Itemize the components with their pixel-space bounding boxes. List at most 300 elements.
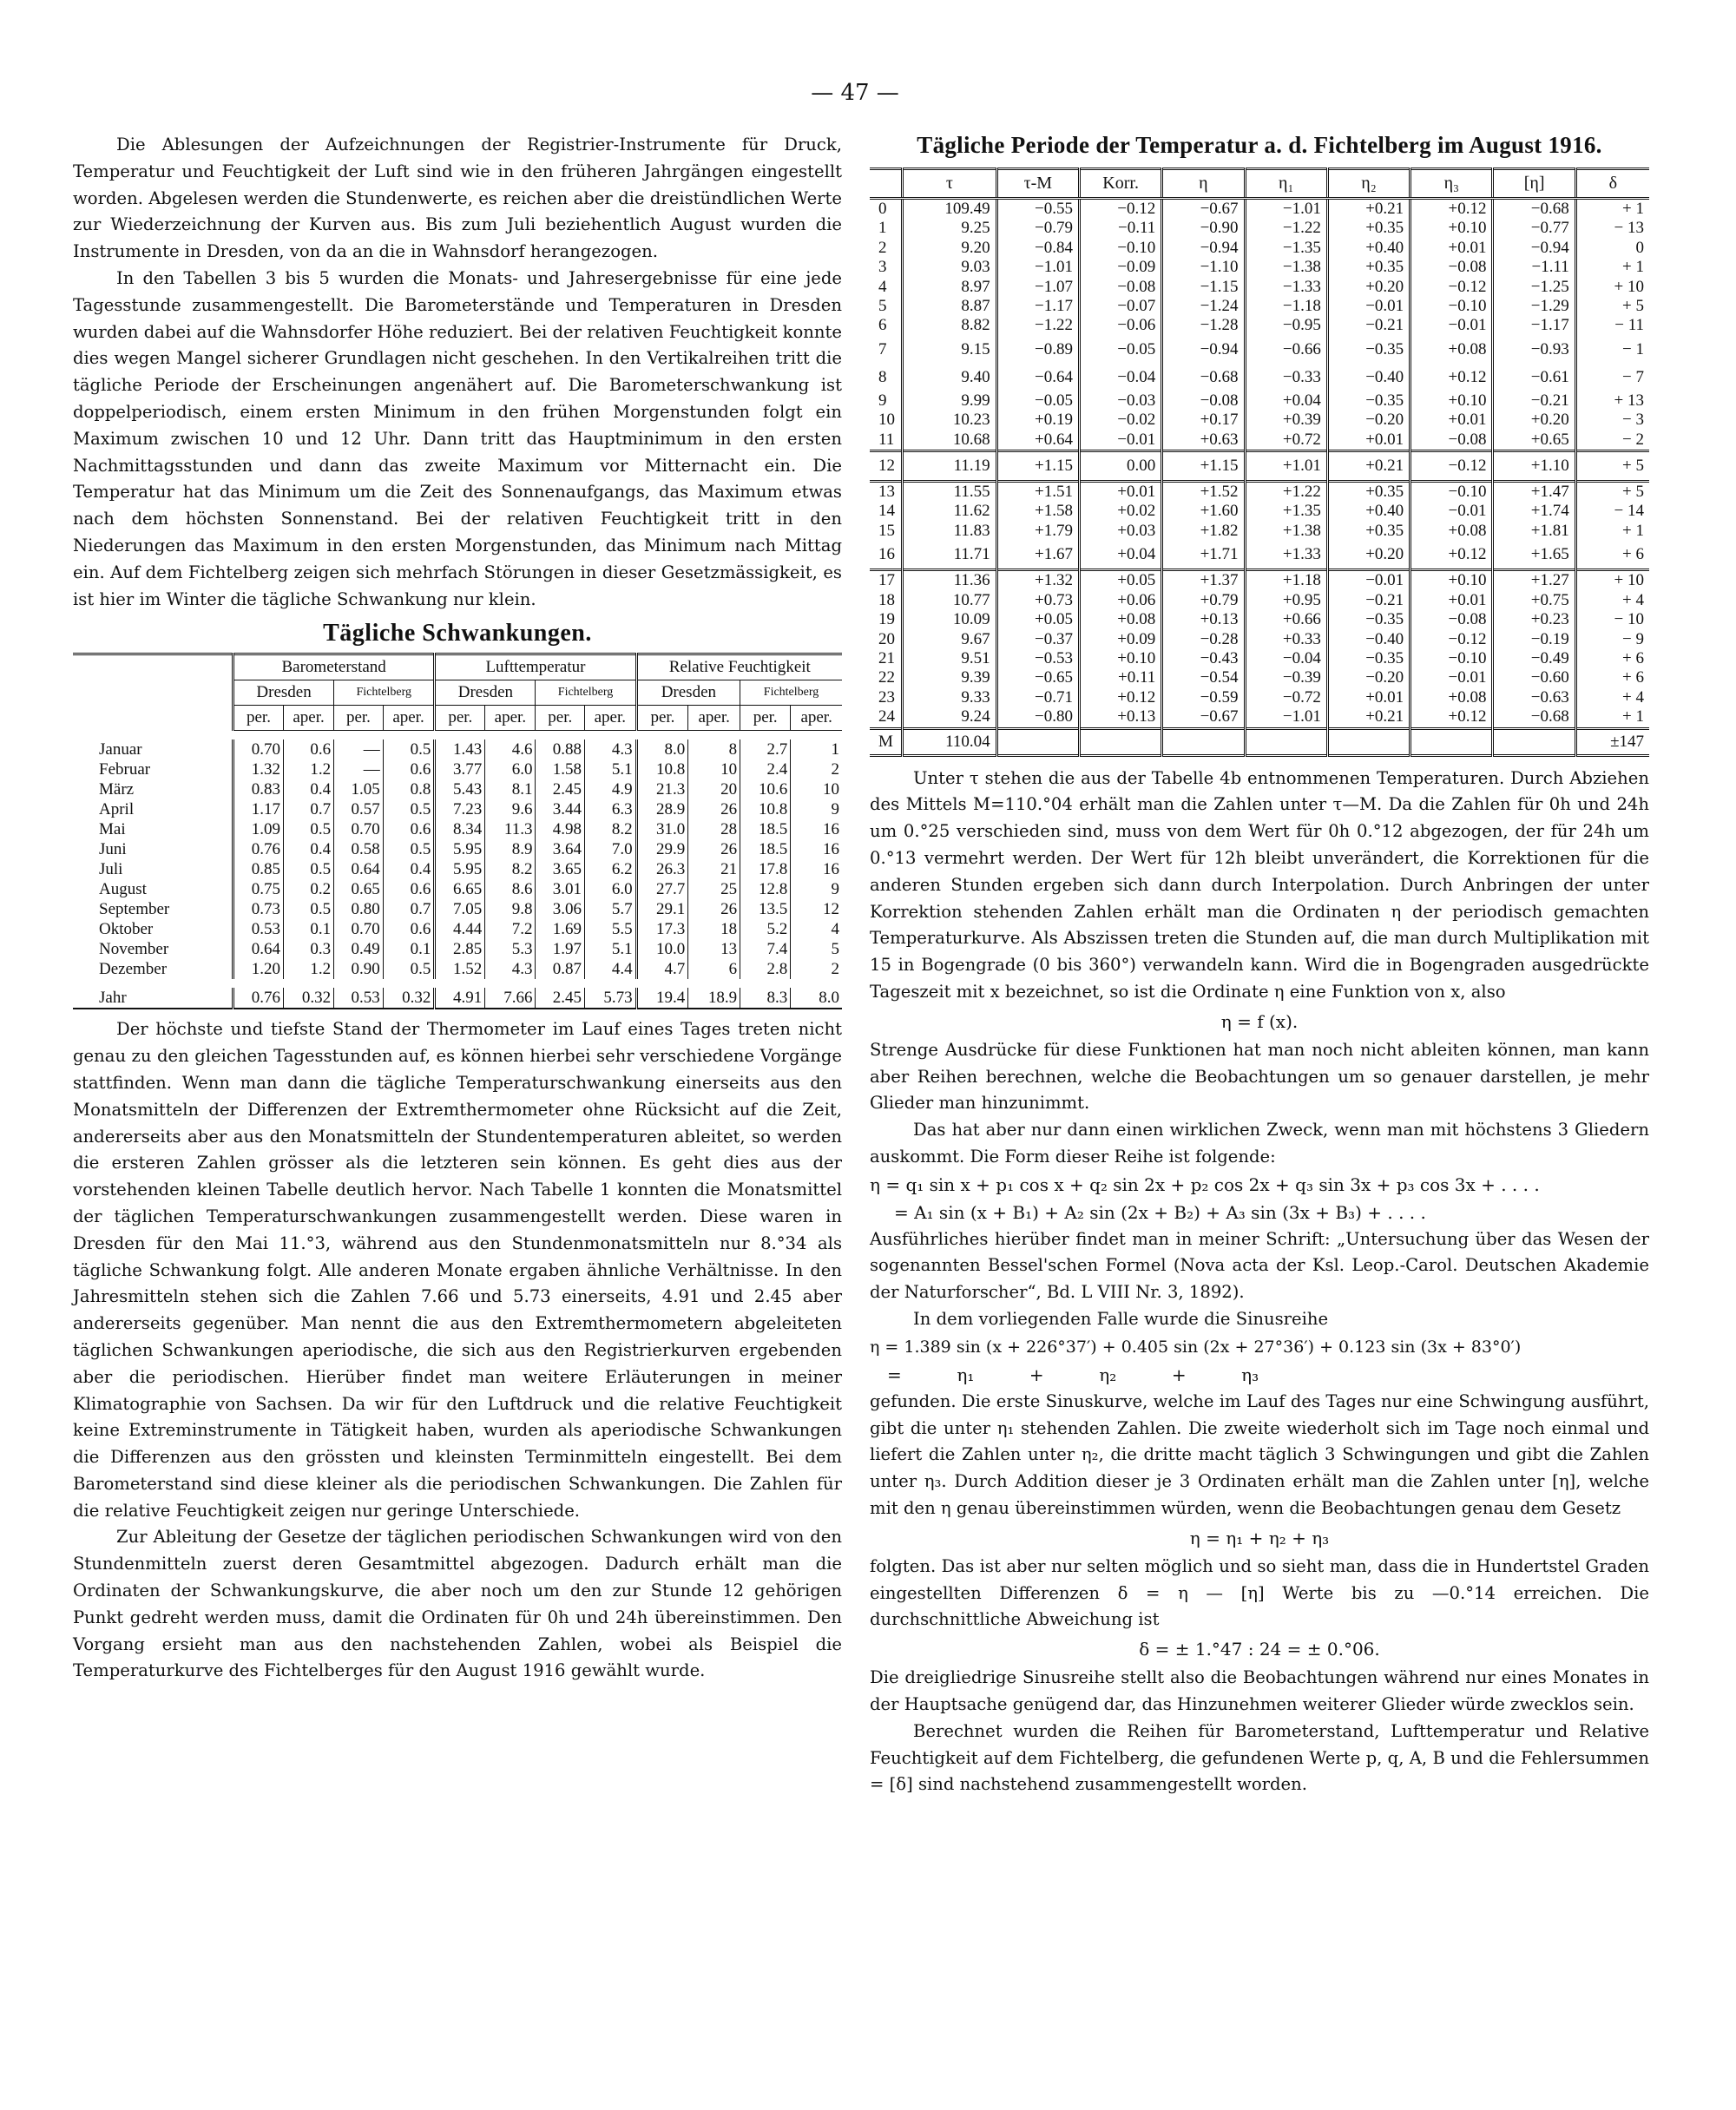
value-cell: 10.0 [636,939,688,959]
value-cell: 8.82 [903,316,997,335]
value-cell: −0.08 [1410,258,1493,277]
hour-row [870,707,1649,728]
value-cell: 11.55 [903,482,997,503]
hour-label: 19 [878,610,895,629]
value-cell: 6.3 [585,799,637,819]
value-cell: −1.38 [1245,258,1327,277]
value-cell: +0.10 [1079,649,1161,668]
value-cell: +0.17 [1162,411,1245,430]
mean-label: M [870,728,903,755]
value-cell: +0.20 [1327,541,1410,570]
row-label: Februar [99,760,151,779]
value-cell: 10.68 [903,431,997,451]
fichtelberg-header-row [870,169,1649,199]
value-cell: −1.33 [1245,278,1327,297]
value-cell: 0.76 [233,839,284,859]
value-cell: −0.04 [1079,364,1161,391]
value-cell: 26 [688,839,740,859]
value-cell: 9.67 [903,630,997,649]
value-cell: − 13 [1575,219,1649,238]
value-cell: +1.71 [1162,541,1245,570]
value-cell: 0.53 [233,919,284,939]
value-cell: +0.33 [1245,630,1327,649]
formula-series-a: η = q₁ sin x + p₁ cos x + q₂ sin 2x + p₂ cos 2x + q₃ sin 3x + p₃ cos 3x + . . . . [870,1173,1540,1195]
value-cell: + 4 [1575,688,1649,707]
value-cell: 2.4 [740,759,791,779]
value-cell: 4.91 [435,988,485,1009]
hour-label: 24 [878,707,895,726]
value-cell: 3.64 [536,839,585,859]
right-paragraph-8: Die dreigliedrige Sinusreihe stellt also die Beobachtungen während nur eines Monates in der Hauptsache genügend dar, das Hinzunehmen weiterer Glieder würde zwecklos sein. [870,1667,1649,1715]
value-cell: −0.72 [1245,688,1327,707]
value-cell: +1.79 [996,522,1079,541]
month-row [73,799,842,819]
value-cell: +0.05 [996,610,1079,629]
value-cell: 2.45 [536,988,585,1009]
value-cell: 21.3 [636,779,688,799]
value-cell: −0.21 [1327,316,1410,335]
value-cell: +1.38 [1245,522,1327,541]
hour-label: 15 [878,521,895,540]
value-cell: −1.17 [996,297,1079,316]
value-cell: −0.08 [1079,278,1161,297]
row-label: Juli [99,860,123,879]
value-cell: −0.08 [1162,391,1245,411]
value-cell: + 1 [1575,522,1649,541]
column-header: Korr. [1079,169,1161,199]
month-row [73,959,842,979]
value-cell: +0.12 [1410,541,1493,570]
value-cell: 1.43 [435,739,485,759]
value-cell: 6 [688,959,740,979]
value-cell: +1.67 [996,541,1079,570]
sub-header-cell: aper. [585,706,637,731]
value-cell: 0.6 [383,759,435,779]
value-cell: 26 [688,799,740,819]
value-cell: 3.01 [536,879,585,899]
hour-row [870,336,1649,364]
sub-header-cell: per. [740,706,791,731]
value-cell: +0.09 [1079,630,1161,649]
hour-row [870,297,1649,316]
value-cell: −0.10 [1410,482,1493,503]
months-body [73,731,842,1009]
value-cell: − 10 [1575,610,1649,629]
value-cell: +0.35 [1327,482,1410,503]
sub-header-cell: per. [435,706,485,731]
value-cell: −0.35 [1327,336,1410,364]
right-paragraph-7: folgten. Das ist aber nur selten möglich und so sieht man, dass die in Hundertstel Graden eingestellten Differenzen δ = η — [η] Werte bis zu —0.°14 erreichen. Die durchschnittliche Abweichung ist [870,1555,1649,1630]
value-cell: +0.08 [1079,610,1161,629]
value-cell: 9 [791,799,842,819]
value-cell: 9.24 [903,707,997,728]
hour-row [870,610,1649,629]
sub-header-cell: aper. [485,706,536,731]
right-paragraph-4: Ausführliches hierüber findet man in meiner Schrift: „Untersuchung über das Wesen der sogenannten Bessel'schen Formel (Nova acta der Ksl. Leop.-Carol. Deutschen Akademie der Naturforscher“, Bd. L VIII Nr. 3, 1892). [870,1228,1649,1303]
value-cell: +1.60 [1162,502,1245,521]
value-cell: 0.70 [233,739,284,759]
formula-f-of-x: η = f (x). [1220,1010,1299,1032]
month-row [73,879,842,899]
value-cell: 6.0 [485,759,536,779]
value-cell: −0.01 [1327,570,1410,591]
hour-label: 8 [878,367,887,386]
formula-sine-parts: = η₁ + η₂ + η₃ [887,1364,1259,1385]
station-header: Dresden [636,680,740,706]
value-cell: 12.8 [740,879,791,899]
value-cell: 0.5 [283,899,333,919]
value-cell: −0.02 [1079,411,1161,430]
value-cell: 9.33 [903,688,997,707]
value-cell: 7.0 [585,839,637,859]
value-cell: −0.01 [1079,431,1161,451]
value-cell: 0.64 [233,939,284,959]
month-row [73,779,842,799]
value-cell: +0.13 [1162,610,1245,629]
value-cell: 16 [791,859,842,879]
value-cell: +0.12 [1410,199,1493,220]
value-cell: 0.5 [283,859,333,879]
value-cell: 5.1 [585,939,637,959]
column-header: τ [903,169,997,199]
value-cell: +0.01 [1410,239,1493,258]
value-cell: +0.08 [1410,336,1493,364]
value-cell: 0.75 [233,879,284,899]
value-cell: +0.66 [1245,610,1327,629]
right-column [870,132,1649,1798]
value-cell: +1.01 [1245,451,1327,482]
value-cell: +1.47 [1493,482,1575,503]
station-header: Dresden [233,680,334,706]
value-cell: +0.21 [1327,451,1410,482]
value-cell: −0.67 [1162,199,1245,220]
row-label: Juni [99,840,127,859]
value-cell: 9.51 [903,649,997,668]
value-cell: −0.35 [1327,610,1410,629]
value-cell: 9 [791,879,842,899]
row-label: Dezember [99,960,168,979]
value-cell: 0.32 [283,988,333,1009]
value-cell: −1.07 [996,278,1079,297]
value-cell: + 10 [1575,570,1649,591]
value-cell: −0.21 [1327,591,1410,610]
value-cell: −0.43 [1162,649,1245,668]
value-cell: 8 [688,739,740,759]
month-row [73,739,842,759]
value-cell: 0.70 [334,919,384,939]
hour-row [870,451,1649,482]
value-cell: 31.0 [636,819,688,839]
value-cell: −0.66 [1245,336,1327,364]
value-cell: +1.18 [1245,570,1327,591]
value-cell: +0.39 [1245,411,1327,430]
value-cell: −0.68 [1493,199,1575,220]
value-cell: +0.35 [1327,219,1410,238]
value-cell: +0.19 [996,411,1079,430]
value-cell: 3.06 [536,899,585,919]
value-cell: 18.5 [740,839,791,859]
value-cell: 9.99 [903,391,997,411]
hour-row [870,258,1649,277]
value-cell: 4.7 [636,959,688,979]
value-cell: −0.04 [1245,649,1327,668]
value-cell: + 6 [1575,541,1649,570]
value-cell: −0.79 [996,219,1079,238]
value-cell: +0.73 [996,591,1079,610]
value-cell: +1.10 [1493,451,1575,482]
hour-label: 13 [870,482,903,503]
value-cell: −1.10 [1162,258,1245,277]
value-cell: +1.27 [1493,570,1575,591]
schwankungen-table [73,653,842,1009]
value-cell: −0.65 [996,668,1079,687]
hour-row [870,199,1649,220]
value-cell: −0.68 [1493,707,1575,728]
value-cell: 9.15 [903,336,997,364]
column-header: [η] [1493,169,1575,199]
value-cell: 5.73 [585,988,637,1009]
value-cell: −0.37 [996,630,1079,649]
value-cell: 28 [688,819,740,839]
column-header: δ [1575,169,1649,199]
page-number: — 47 — [811,80,899,106]
value-cell: 2.45 [536,779,585,799]
value-cell: −0.63 [1493,688,1575,707]
value-cell: −0.06 [1079,316,1161,335]
value-cell: 5.95 [435,859,485,879]
value-cell: 17.3 [636,919,688,939]
value-cell: −0.40 [1327,364,1410,391]
value-cell: −0.20 [1327,668,1410,687]
value-cell: − 11 [1575,316,1649,335]
value-cell: −0.94 [1493,239,1575,258]
hour-label: 10 [878,411,895,430]
group-humidity: Relative Feuchtigkeit [636,654,842,680]
fichtelberg-body [870,199,1649,729]
value-cell: −0.08 [1410,431,1493,451]
value-cell: + 5 [1575,297,1649,316]
month-row [73,939,842,959]
value-cell: 8.34 [435,819,485,839]
fichtelberg-table [870,168,1649,757]
value-cell: −0.64 [996,364,1079,391]
value-cell: 16 [791,819,842,839]
row-label: Oktober [99,920,154,939]
value-cell: +0.13 [1079,707,1161,728]
value-cell: 7.4 [740,939,791,959]
value-cell: 5.95 [435,839,485,859]
value-cell: + 6 [1575,649,1649,668]
value-cell: +0.23 [1493,610,1575,629]
column-header: η [1162,169,1245,199]
hour-row [870,411,1649,430]
value-cell: 0.49 [334,939,384,959]
value-cell: +0.01 [1410,591,1493,610]
value-cell: 5.7 [585,899,637,919]
value-cell: −1.25 [1493,278,1575,297]
value-cell: +0.35 [1327,258,1410,277]
value-cell: −1.29 [1493,297,1575,316]
schwankungen-title: Tägliche Schwankungen. [323,620,592,647]
value-cell: 11.83 [903,522,997,541]
value-cell: −0.05 [1079,336,1161,364]
value-cell: 0.87 [536,959,585,979]
value-cell: 10 [688,759,740,779]
value-cell: +0.01 [1327,688,1410,707]
value-cell: +0.35 [1327,522,1410,541]
value-cell: 9.39 [903,668,997,687]
hour-row [870,688,1649,707]
value-cell: +0.10 [1410,570,1493,591]
value-cell: 8.6 [485,879,536,899]
value-cell: +1.35 [1245,502,1327,521]
value-cell: 0.00 [1079,451,1161,482]
value-cell: 0.5 [383,739,435,759]
value-cell: 4.44 [435,919,485,939]
value-cell: 1.2 [283,959,333,979]
right-paragraph-2: Strenge Ausdrücke für diese Funktionen hat man noch nicht ableiten können, man kann aber Reihen berechnen, welche die Beobachtungen um so genauer darstellen, je mehr Glieder man hinzunimmt. [870,1039,1649,1114]
value-cell: 8.2 [485,859,536,879]
value-cell: 2 [791,759,842,779]
value-cell: 4 [791,919,842,939]
value-cell: 5.2 [740,919,791,939]
value-cell: 0.57 [334,799,384,819]
value-cell: +0.64 [996,431,1079,451]
formula-series-b: = A₁ sin (x + B₁) + A₂ sin (2x + B₂) + A₃ sin (3x + B₃) + . . . . [894,1201,1426,1223]
value-cell: + 6 [1575,668,1649,687]
value-cell: −1.28 [1162,316,1245,335]
value-cell: +0.21 [1327,707,1410,728]
value-cell: −0.49 [1493,649,1575,668]
hour-label: 0 [878,200,887,218]
value-cell: +0.08 [1410,522,1493,541]
hour-row [870,522,1649,541]
value-cell: −0.39 [1245,668,1327,687]
value-cell: 0.3 [283,939,333,959]
mean-value: 110.04 [903,728,997,755]
value-cell: 4.9 [585,779,637,799]
value-cell: 0.4 [383,859,435,879]
value-cell: 13.5 [740,899,791,919]
value-cell: 1.05 [334,779,384,799]
value-cell: 6.2 [585,859,637,879]
value-cell: − 3 [1575,411,1649,430]
value-cell: +0.04 [1079,541,1161,570]
row-label: Mai [99,820,126,839]
value-cell: +0.95 [1245,591,1327,610]
value-cell: 1.2 [283,759,333,779]
sub-header-cell: aper. [791,706,842,731]
hour-label: 12 [870,451,903,482]
value-cell: 9.8 [485,899,536,919]
value-cell: 0.83 [233,779,284,799]
value-cell: +0.20 [1327,278,1410,297]
right-paragraph-1: Unter τ stehen die aus der Tabelle 4b entnommenen Temperaturen. Durch Abziehen des Mittels M=110.°04 erhält man die Zahlen unter τ—M. Da die Zahlen für 0h und 24h um 0.°25 verschieden sind, muss von dem Wert für 0h 0.°12 abgezogen, der für 24h um 0.°13 vermehrt werden. Der Wert für 12h bleibt unverändert, die Korrektionen für die anderen Stunden ergeben sich dann durch Interpolation. Durch Anbringen der unter Korrektion stehenden Zahlen erhält man die Ordinaten η der periodisch gemachten Temperaturkurve. Als Abszissen treten die Stunden auf, die man durch Multiplikation mit 15 in Bogengrade (0 bis 360°) verwandeln kann. Wird die in Bogengraden ausgedrückte Tageszeit mit x bezeichnet, so ist die Ordinate η eine Funktion von x, also [870,767,1649,1002]
left-column [73,132,842,1685]
value-cell: + 10 [1575,278,1649,297]
value-cell: 109.49 [903,199,997,220]
hour-label: 23 [878,687,895,707]
value-cell: −1.01 [1245,199,1327,220]
value-cell: −0.28 [1162,630,1245,649]
value-cell: 9.03 [903,258,997,277]
intro-paragraph-2: In den Tabellen 3 bis 5 wurden die Monats- und Jahresergebnisse für eine jede Tagesstunde zusammengestellt. Die Barometerstände und Temperaturen in Dresden wurden dabei auf die Wahnsdorfer Höhe reduziert. Bei der relativen Feuchtigkeit konnte dies wegen Mangel sicherer Grundlagen nicht geschehen. In den Vertikalreihen tritt die tägliche Periode der Erscheinungen angenähert auf. Die Barometerschwankung ist doppelperiodisch, einem ersten Minimum in den frühen Morgenstunden folgt ein Maximum zwischen 10 und 12 Uhr. Dann tritt das Hauptminimum in den ersten Nachmittagsstunden und dann das zweite Maximum vor Mitternacht ein. Die Temperatur hat das Minimum um die Zeit des Sonnenaufgangs, das Maximum etwas nach dem höchsten Sonnenstand. Bei der relativen Feuchtigkeit tritt in den Niederungen das Maximum in den ersten Morgenstunden, das Minimum nach Mittag ein. Auf dem Fichtelberg zeigen sich mehrfach Störungen in dieser Gesetzmässigkeit, es ist hier im Winter die tägliche Schwankung nur klein. [73,267,842,609]
hour-row [870,316,1649,335]
value-cell: 8.0 [791,988,842,1009]
value-cell: 10.6 [740,779,791,799]
value-cell: 28.9 [636,799,688,819]
value-cell: 7.23 [435,799,485,819]
column-header: τ-M [996,169,1079,199]
value-cell: −0.11 [1079,219,1161,238]
value-cell: 11.3 [485,819,536,839]
fichtelberg-title: Tägliche Periode der Temperatur a. d. Fichtelberg im August 1916. [917,132,1602,158]
value-cell: −1.35 [1245,239,1327,258]
formula-delta-mean: δ = ± 1.°47 : 24 = ± 0.°06. [1139,1639,1380,1660]
sub-header-cell: aper. [283,706,333,731]
hour-label: 20 [878,629,895,648]
value-cell: 0.6 [383,819,435,839]
value-cell: 4.3 [485,959,536,979]
value-cell: − 2 [1575,431,1649,451]
value-cell: 4.4 [585,959,637,979]
value-cell: +0.11 [1079,668,1161,687]
hour-row [870,431,1649,451]
value-cell: 10.09 [903,610,997,629]
value-cell: +1.22 [1245,482,1327,503]
hour-label: 2 [878,238,887,257]
value-cell: −0.95 [1245,316,1327,335]
value-cell: 0.1 [383,939,435,959]
month-row [73,839,842,859]
hour-label: 18 [878,590,895,609]
value-cell: −0.01 [1327,297,1410,316]
value-cell: −0.68 [1162,364,1245,391]
value-cell: 0 [1575,239,1649,258]
value-cell: 10.8 [740,799,791,819]
value-cell: 29.1 [636,899,688,919]
value-cell: 10.77 [903,591,997,610]
value-cell: 0.4 [283,779,333,799]
value-cell: −0.09 [1079,258,1161,277]
value-cell: 0.58 [334,839,384,859]
hour-row [870,591,1649,610]
value-cell: 3.44 [536,799,585,819]
hour-label: 17 [870,570,903,591]
station-header: Fichtelberg [334,680,435,706]
value-cell: 8.2 [585,819,637,839]
value-cell: 1 [791,739,842,759]
value-cell: 0.6 [383,919,435,939]
value-cell: −1.17 [1493,316,1575,335]
value-cell: +0.40 [1327,239,1410,258]
value-cell: −0.93 [1493,336,1575,364]
value-cell: −0.77 [1493,219,1575,238]
value-cell: +0.72 [1245,431,1327,451]
hour-row [870,502,1649,521]
value-cell: 2.7 [740,739,791,759]
hour-label: 6 [878,316,887,335]
hour-row [870,668,1649,687]
row-label: August [99,880,147,899]
hour-label: 4 [878,277,887,296]
value-cell: −0.33 [1245,364,1327,391]
value-cell: 0.5 [383,799,435,819]
value-cell: −0.20 [1327,411,1410,430]
value-cell: 0.76 [233,988,284,1009]
hour-label: 3 [878,258,887,277]
value-cell: −1.24 [1162,297,1245,316]
